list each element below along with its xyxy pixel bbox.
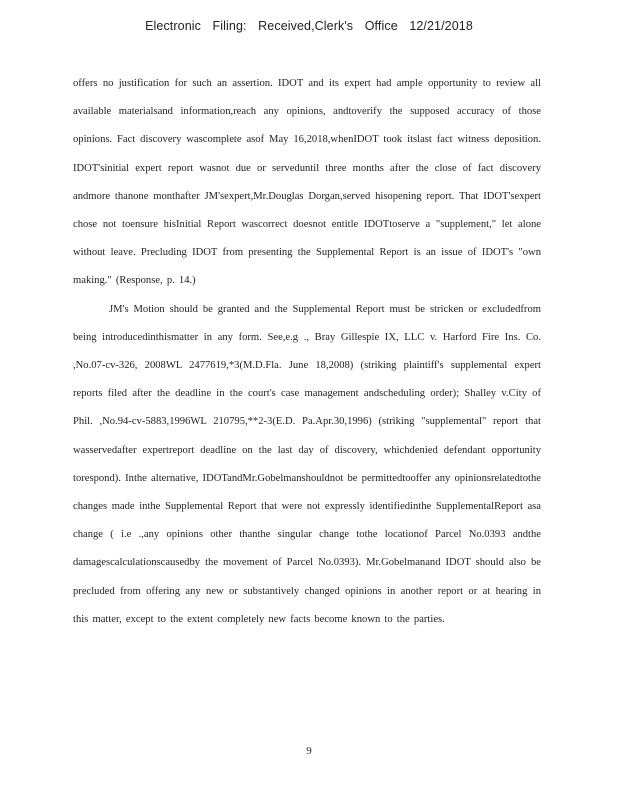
paragraph-1: offers no justification for such an assertion. IDOT and its expert had ample opportunity to review all available materialsand information,reach any opinions, andtoverify the supposed accuracy of those opinions. Fact discovery wascomplete asof May 16,2018,whenIDOT took itslast fact witness deposition. IDOT'sinitial expert report wasnot due or serveduntil three months after the close of fact discovery andmore thanone monthafter JM'sexpert,Mr.Douglas Dorgan,served hisopening report. That IDOT'sexpert chose not toensure hisInitial Report wascorrect doesnot entitle IDOTtoserve a "supplement," let alone without leave. Precluding IDOT from presenting the Supplemental Report is an issue of IDOT's "own making." (Response, p. 14.) <box>73 78 541 287</box>
document-body <box>73 70 541 634</box>
page-number: 9 <box>306 745 312 757</box>
paragraph-2: JM's Motion should be granted and the Supplemental Report must be stricken or excludedfrom being introducedinthismatter in any form. See,e.g ., Bray Gillespie IX, LLC v. Harford Fire Ins. Co. ,No.07-cv-326, 2008WL 2477619,*3(M.D.Fla. June 18,2008) (striking plaintiff's supplemental expert reports filed after the deadline in the court's case management andscheduling order); Shalley v.City of Phil. ,No.94-cv-5883,1996WL 210795,**2-3(E.D. Pa.Apr.30,1996) (striking "supplemental" report that wasservedafter expertreport deadline on the last day of discovery, whichdenied defendant opportunity torespond). Inthe alternative, IDOTandMr.Gobelmanshouldnot be permittedtooffer any opinionsrelatedtothe changes made inthe Supplemental Report that were not expressly identifiedinthe SupplementalReport asa change ( i.e .,any opinions other thanthe singular change tothe locationof Parcel No.0393 andthe damagescalculationscausedby the movement of Parcel No.0393). Mr.Gobelmanand IDOT should also be precluded from offering any new or substantively changed opinions in another report or at hearing in this matter, except to the extent completely new facts become known to the parties. <box>73 303 541 625</box>
filing-header: Electronic Filing: Received,Clerk's Office 12/21/2018 <box>145 19 473 33</box>
